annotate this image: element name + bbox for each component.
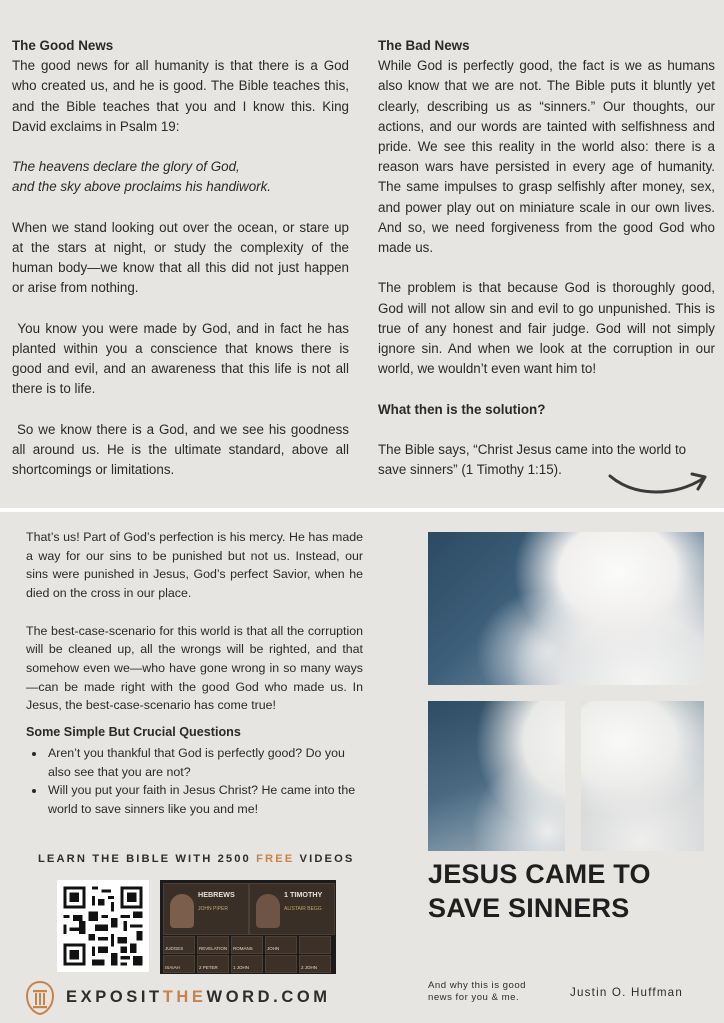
bad-news-paragraph-3: The Bible says, “Christ Jesus came into the world to save sinners” (1 Timothy 1:15). xyxy=(378,442,687,478)
subtitle-line-1: And why this is good xyxy=(428,980,526,991)
questions-heading: Some Simple But Crucial Questions xyxy=(26,725,241,740)
good-news-heading: The Good News xyxy=(12,38,114,53)
questions-list xyxy=(26,744,363,819)
learn-free: FREE xyxy=(256,853,295,865)
video-thumbnail-small[interactable] xyxy=(163,955,195,973)
video-thumbnail-small[interactable] xyxy=(197,936,229,954)
good-news-section xyxy=(12,36,353,480)
thumbnail-label: ISAIAH xyxy=(165,965,180,970)
site-part-2: THE xyxy=(162,988,207,1006)
video-thumbnail-small[interactable] xyxy=(299,936,331,954)
subtitle-line-2: news for you & me. xyxy=(428,991,520,1003)
good-news-paragraph-2: When we stand looking out over the ocean, or stare up at the stars at night, or study the complexity of the human body—we know that all this did not just happen or arise from nothing. xyxy=(12,219,349,296)
thumbnail-label: 2 PETER xyxy=(199,965,218,970)
learn-prefix: LEARN THE BIBLE WITH 2500 xyxy=(38,853,257,865)
video-thumbnail[interactable] xyxy=(249,883,335,935)
thumbnail-label: JUDGES xyxy=(165,946,184,951)
video-thumbnail-small[interactable] xyxy=(231,955,263,973)
thumbnail-label: JOHN xyxy=(267,946,280,951)
site-part-1: EXPOSIT xyxy=(66,988,163,1006)
bad-news-section xyxy=(378,36,715,480)
video-thumbnails[interactable] xyxy=(160,880,336,974)
bad-news-paragraph-1: While God is perfectly good, the fact is we as humans also know that we are not. The Bible puts it bluntly yet clearly, describing us as “sinners.” Our thoughts, our actions, and our words are tainted with selfishness and pride. We see this reality in the world also: there is a reason wars have persisted in every age of humanity. The same impulses to grasp selfishly after money, sex, and power play out on miniature scale in our own lives. And so, we need forgiveness from the good God who made us. xyxy=(378,58,715,256)
psalm-quote-line-1: The heavens declare the glory of God, xyxy=(12,159,240,175)
good-news-paragraph-4: So we know there is a God, and we see his goodness all around us. He is the ultimate standard, above all shortcomings or limitations. xyxy=(12,421,353,478)
thumbnail-title: HEBREWS xyxy=(198,890,235,899)
psalm-quote-line-2: and the sky above proclaims his handiwork. xyxy=(12,179,272,195)
question-item: • Will you put your faith in Jesus Christ? He came into the world to save sinners like you and me! xyxy=(46,781,363,818)
thumbnail-label: ROMANS xyxy=(233,946,253,951)
salvation-paragraph-1: That’s us! Part of God’s perfection is his mercy. He has made a way for our sins to be punished but not us. Instead, our sins were punished in Jesus, God’s perfect Savior, when he died on the cross in our place. xyxy=(26,530,363,601)
video-thumbnail-small[interactable] xyxy=(299,955,331,973)
thumbnail-speaker: JOHN PIPER xyxy=(198,906,229,912)
video-thumbnail-small[interactable] xyxy=(163,936,195,954)
thumbnail-label: 1 JOHN xyxy=(233,965,250,970)
good-news-paragraph-3: You know you were made by God, and in fact he has planted within you a conscience that knows there is good and evil, and an awareness that this life is not all there is to life. xyxy=(12,320,353,397)
learn-suffix: VIDEOS xyxy=(294,853,355,865)
speaker-image xyxy=(170,894,194,928)
website-link[interactable] xyxy=(66,988,331,1007)
video-thumbnail-small[interactable] xyxy=(231,936,263,954)
curved-arrow-icon xyxy=(606,462,710,498)
thumbnail-label: REVELATION xyxy=(199,946,228,951)
video-thumbnail-small[interactable] xyxy=(265,936,297,954)
cover-headline xyxy=(428,857,708,925)
bad-news-heading: The Bad News xyxy=(378,38,470,53)
speaker-image xyxy=(256,894,280,928)
question-item: • Aren’t you thankful that God is perfectly good? Do you also see that you are not? xyxy=(46,744,363,781)
bad-news-paragraph-2: The problem is that because God is thoroughly good, God will not allow sin and evil to go unpunished. This is true of any honest and fair judge. God will not simply ignore sin. And when we look at the corruption in our world, we wouldn’t even want him to! xyxy=(378,280,715,377)
cloud-photo-bottom-left xyxy=(428,701,565,851)
fold-divider xyxy=(0,508,724,512)
cover-subtitle xyxy=(428,980,558,1003)
salvation-paragraph-2: The best-case-scenario for this world is that all the corruption will be cleaned up, all the wrongs will be righted, and that somehow even we—who have gone wrong in so many ways—can be made right with the good God who made us. In Jesus, the best-case-scenario has come true! xyxy=(26,623,363,713)
thumbnail-title: 1 TIMOTHY xyxy=(284,890,323,899)
author-name: Justin O. Huffman xyxy=(570,986,683,999)
salvation-section xyxy=(26,528,363,819)
good-news-paragraph-1: The good news for all humanity is that there is a God who created us, and he is good. The Bible teaches this, and the Bible teaches that you and I know this. King David exclaims in Psalm 19: xyxy=(12,58,349,134)
learn-banner xyxy=(38,853,368,865)
video-thumbnail[interactable] xyxy=(163,883,249,935)
pillar-logo-icon xyxy=(24,980,56,1016)
video-thumbnail-small[interactable] xyxy=(265,955,297,973)
solution-heading: What then is the solution? xyxy=(378,401,546,417)
thumbnail-label: 2 JOHN xyxy=(301,965,318,970)
cloud-photo-bottom-right xyxy=(581,701,704,851)
video-thumbnail-small[interactable] xyxy=(197,955,229,973)
qr-code-icon[interactable] xyxy=(57,880,149,972)
headline-line-2: SAVE SINNERS xyxy=(428,893,630,923)
thumbnail-speaker: ALISTAIR BEGG xyxy=(284,906,322,912)
site-part-3: WORD.COM xyxy=(206,988,331,1006)
cloud-photo-top xyxy=(428,532,704,685)
headline-line-1: JESUS CAME TO xyxy=(428,859,651,889)
